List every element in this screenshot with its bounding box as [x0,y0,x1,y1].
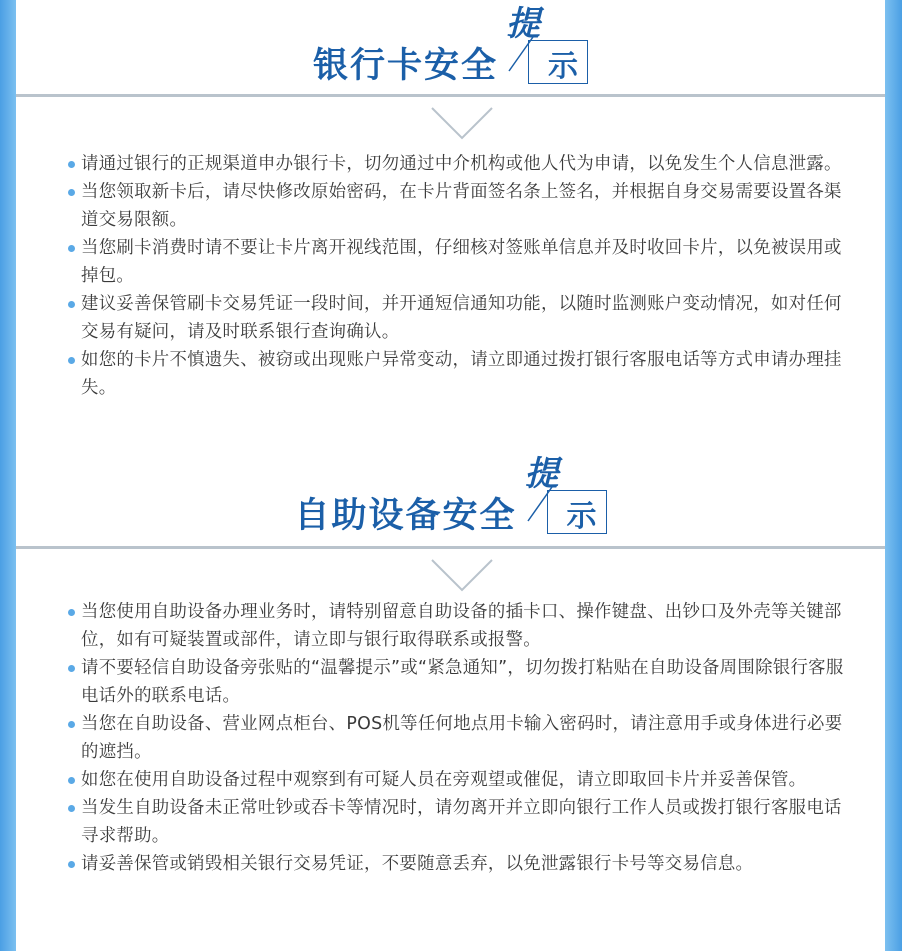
list-item [16,710,885,766]
tip-text: 如您的卡片不慎遗失、被窃或出现账户异常变动，请立即通过拨打银行客服电话等方式申请办理挂失。 [81,350,842,398]
title-shi-char: 示 [548,49,578,84]
bullet-dot [68,609,75,616]
bullet-dot [68,861,75,868]
chevron-down-icon [430,106,494,142]
bullet-dot [68,301,75,308]
badge-slash [526,485,556,525]
bullet-dot [68,805,75,812]
list-item [16,850,885,878]
section-card-security [16,0,885,440]
list-item [16,290,885,346]
tip-text: 当发生自助设备未正常吐钞或吞卡等情况时，请勿离开并立即向银行工作人员或拨打银行客服电话寻求帮助。 [81,798,842,846]
tip-text: 请妥善保管或销毁相关银行交易凭证，不要随意丢弃，以免泄露银行卡号等交易信息。 [81,854,754,874]
title-group [313,0,588,90]
badge-slash [507,35,537,75]
tip-text: 当您使用自助设备办理业务时，请特别留意自助设备的插卡口、操作键盘、出钞口及外壳等关键部位，如有可疑装置或部件，请立即与银行取得联系或报警。 [81,602,842,650]
tip-text: 当您在自助设备、营业网点柜台、POS机等任何地点用卡输入密码时，请注意用手或身体进行必要的遮挡。 [81,714,843,762]
list-item [16,598,885,654]
bullet-dot [68,777,75,784]
bullet-dot [68,189,75,196]
title-ti-char: 提 [524,454,559,494]
title-ti-char: 提 [506,4,540,44]
tip-text: 建议妥善保管刷卡交易凭证一段时间，并开通短信通知功能，以随时监测账户变动情况，如对任何交易有疑问，请及时联系银行查询确认。 [81,294,842,342]
list-item [16,766,885,794]
bullet-dot [68,665,75,672]
bullet-dot [68,245,75,252]
section-title [16,450,885,540]
title-main: 自助设备安全 [294,495,517,536]
title-shi-char: 示 [566,499,597,534]
list-item [16,794,885,850]
list-item [16,234,885,290]
title-group [294,450,606,540]
list-item [16,654,885,710]
tip-text: 请不要轻信自助设备旁张贴的“温馨提示”或“紧急通知”，切勿拨打粘贴在自助设备周围除银行客服电话外的联系电话。 [81,658,844,706]
bullet-dot [68,357,75,364]
tip-text: 当您刷卡消费时请不要让卡片离开视线范围，仔细核对签账单信息并及时收回卡片，以免被误用或掉包。 [81,238,842,286]
list-item [16,150,885,178]
section-title [16,0,885,90]
tip-text: 如您在使用自助设备过程中观察到有可疑人员在旁观望或催促，请立即取回卡片并妥善保管。 [81,770,807,790]
tips-list [16,598,885,878]
tip-text: 当您领取新卡后，请尽快修改原始密码，在卡片背面签名条上签名，并根据自身交易需要设置各渠道交易限额。 [81,182,842,230]
tip-text: 请通过银行的正规渠道申办银行卡，切勿通过中介机构或他人代为申请，以免发生个人信息泄露。 [81,154,842,174]
list-item [16,178,885,234]
chevron-down-icon [430,558,494,594]
bullet-dot [68,161,75,168]
section-divider [16,546,885,549]
section-atm-security [16,450,885,950]
title-main: 银行卡安全 [312,45,498,86]
section-divider [16,94,885,97]
bullet-dot [68,721,75,728]
list-item [16,346,885,402]
tips-list [16,150,885,402]
